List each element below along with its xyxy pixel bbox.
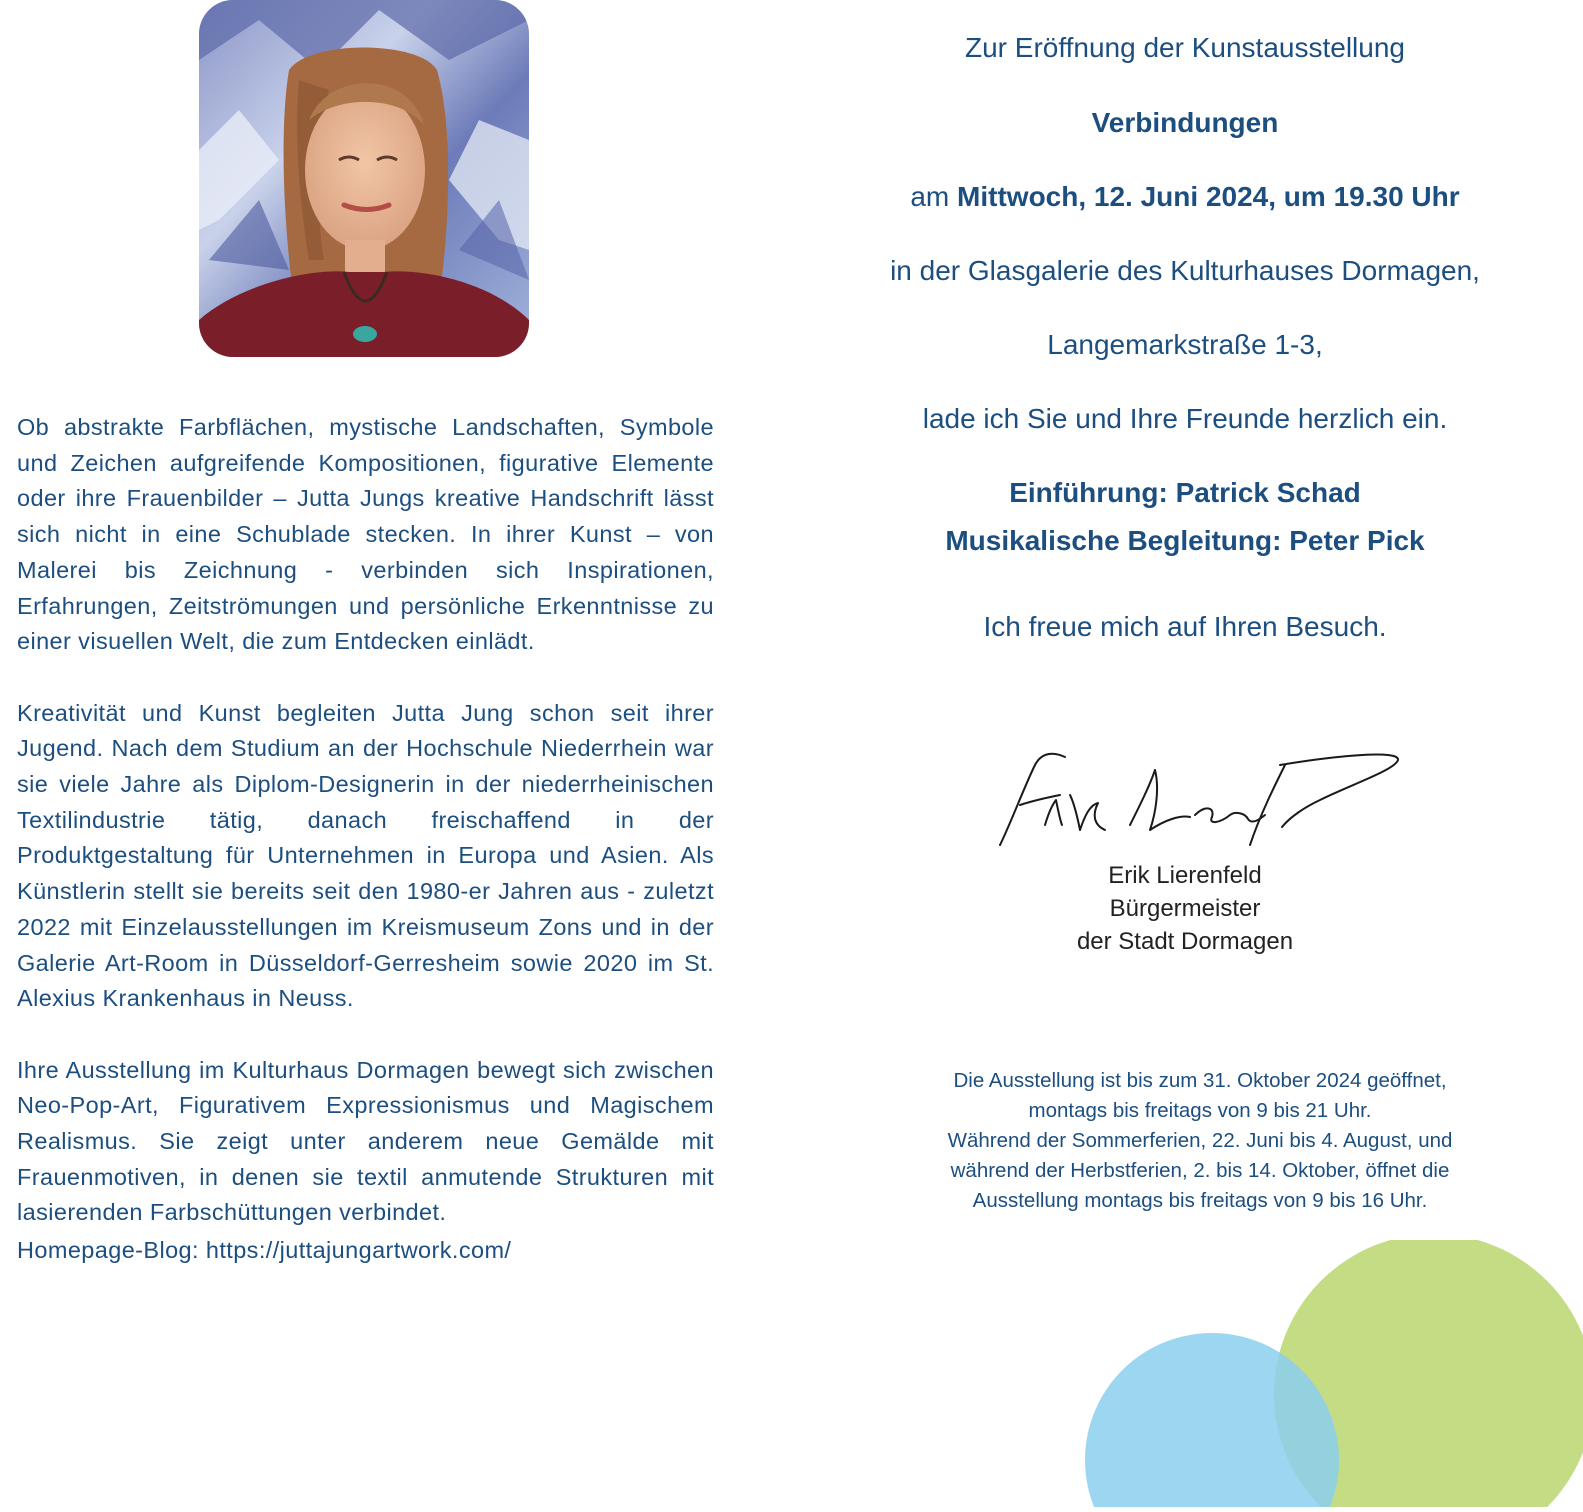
music-accompaniment bbox=[810, 525, 1560, 557]
portrait-illustration bbox=[199, 0, 529, 357]
opening-hours-line: während der Herbstferien, 2. bis 14. Oktober, öffnet die bbox=[950, 1159, 1450, 1182]
signatory-title: Bürgermeister bbox=[1109, 895, 1261, 922]
exhibition-title bbox=[810, 107, 1560, 139]
handwritten-signature bbox=[990, 745, 1410, 855]
opening-hours-line: montags bis freitags von 9 bis 21 Uhr. bbox=[1028, 1099, 1372, 1122]
invite-line: lade ich Sie und Ihre Freunde herzlich ein. bbox=[922, 403, 1448, 434]
decorative-circles bbox=[1060, 1240, 1583, 1512]
bio-paragraph: Kreativität und Kunst begleiten Jutta Jung schon seit ihrer Jugend. Nach dem Studium an der Hochschule Niederrhein war sie viele Jahre als Diplom-Designerin in der niederrheinischen Textilindustrie tätig, danach freischaffend in der Produktgestaltung für Unternehmen in Europa und Asien. Als Künstlerin stellt sie bereits seit den 1980-er Jahren aus - zuletzt 2022 mit Einzelausstellungen im Kreismuseum Zons und in der Galerie Art-Room in Düsseldorf-Gerresheim sowie 2020 im St. Alexius Krankenhaus in Neuss. bbox=[17, 699, 714, 1012]
homepage-link[interactable]: Homepage-Blog: https://juttajungartwork.com/ bbox=[17, 1237, 512, 1264]
artist-bio bbox=[17, 410, 714, 1269]
opening-date bbox=[810, 181, 1560, 213]
bio-paragraph: Ihre Ausstellung im Kulturhaus Dormagen bewegt sich zwischen Neo-Pop-Art, Figurativem Expressionismus und Magischem Realismus. Sie zeigt unter anderem neue Gemälde mit Frauenmotiven, in denen sie textil anmutende Strukturen mit lasierenden Farbschüttungen verbindet. bbox=[17, 1056, 714, 1226]
artist-portrait bbox=[199, 0, 529, 357]
decorative-circles-graphic bbox=[1060, 1240, 1583, 1507]
opening-hours-line: Ausstellung montags bis freitags von 9 bis 16 Uhr. bbox=[972, 1189, 1428, 1212]
invitation-intro: Zur Eröffnung der Kunstausstellung bbox=[965, 32, 1405, 63]
venue: in der Glasgalerie des Kulturhauses Dormagen, bbox=[890, 255, 1480, 286]
opening-hours bbox=[870, 1066, 1530, 1216]
opening-hours-line: Während der Sommerferien, 22. Juni bis 4. August, und bbox=[947, 1129, 1453, 1152]
signatory-name: Erik Lierenfeld bbox=[1108, 862, 1262, 889]
opening-date-prefix: am bbox=[910, 181, 958, 212]
closing-line: Ich freue mich auf Ihren Besuch. bbox=[983, 611, 1387, 642]
introduction-speaker-text: Einführung: Patrick Schad bbox=[1009, 477, 1361, 508]
music-accompaniment-text: Musikalische Begleitung: Peter Pick bbox=[945, 525, 1425, 556]
signature-block bbox=[990, 745, 1410, 955]
address: Langemarkstraße 1-3, bbox=[1047, 329, 1323, 360]
opening-hours-line: Die Ausstellung ist bis zum 31. Oktober 2024 geöffnet, bbox=[953, 1069, 1447, 1092]
opening-date-text: Mittwoch, 12. Juni 2024, um 19.30 Uhr bbox=[957, 181, 1460, 212]
exhibition-title-text: Verbindungen bbox=[1091, 107, 1279, 138]
bio-paragraph: Ob abstrakte Farbflächen, mystische Landschaften, Symbole und Zeichen aufgreifende Kompositionen, figurative Elemente oder ihre Frauenbilder – Jutta Jungs kreative Handschrift lässt sich nicht in eine Schublade stecken. In ihrer Kunst – von Malerei bis Zeichnung - verbinden sich Inspirationen, Erfahrungen, Zeitströmungen und persönliche Erkenntnisse zu einer visuellen Welt, die zum Entdecken einlädt. bbox=[17, 414, 714, 655]
signatory-org: der Stadt Dormagen bbox=[1076, 928, 1294, 955]
introduction-speaker bbox=[810, 477, 1560, 509]
